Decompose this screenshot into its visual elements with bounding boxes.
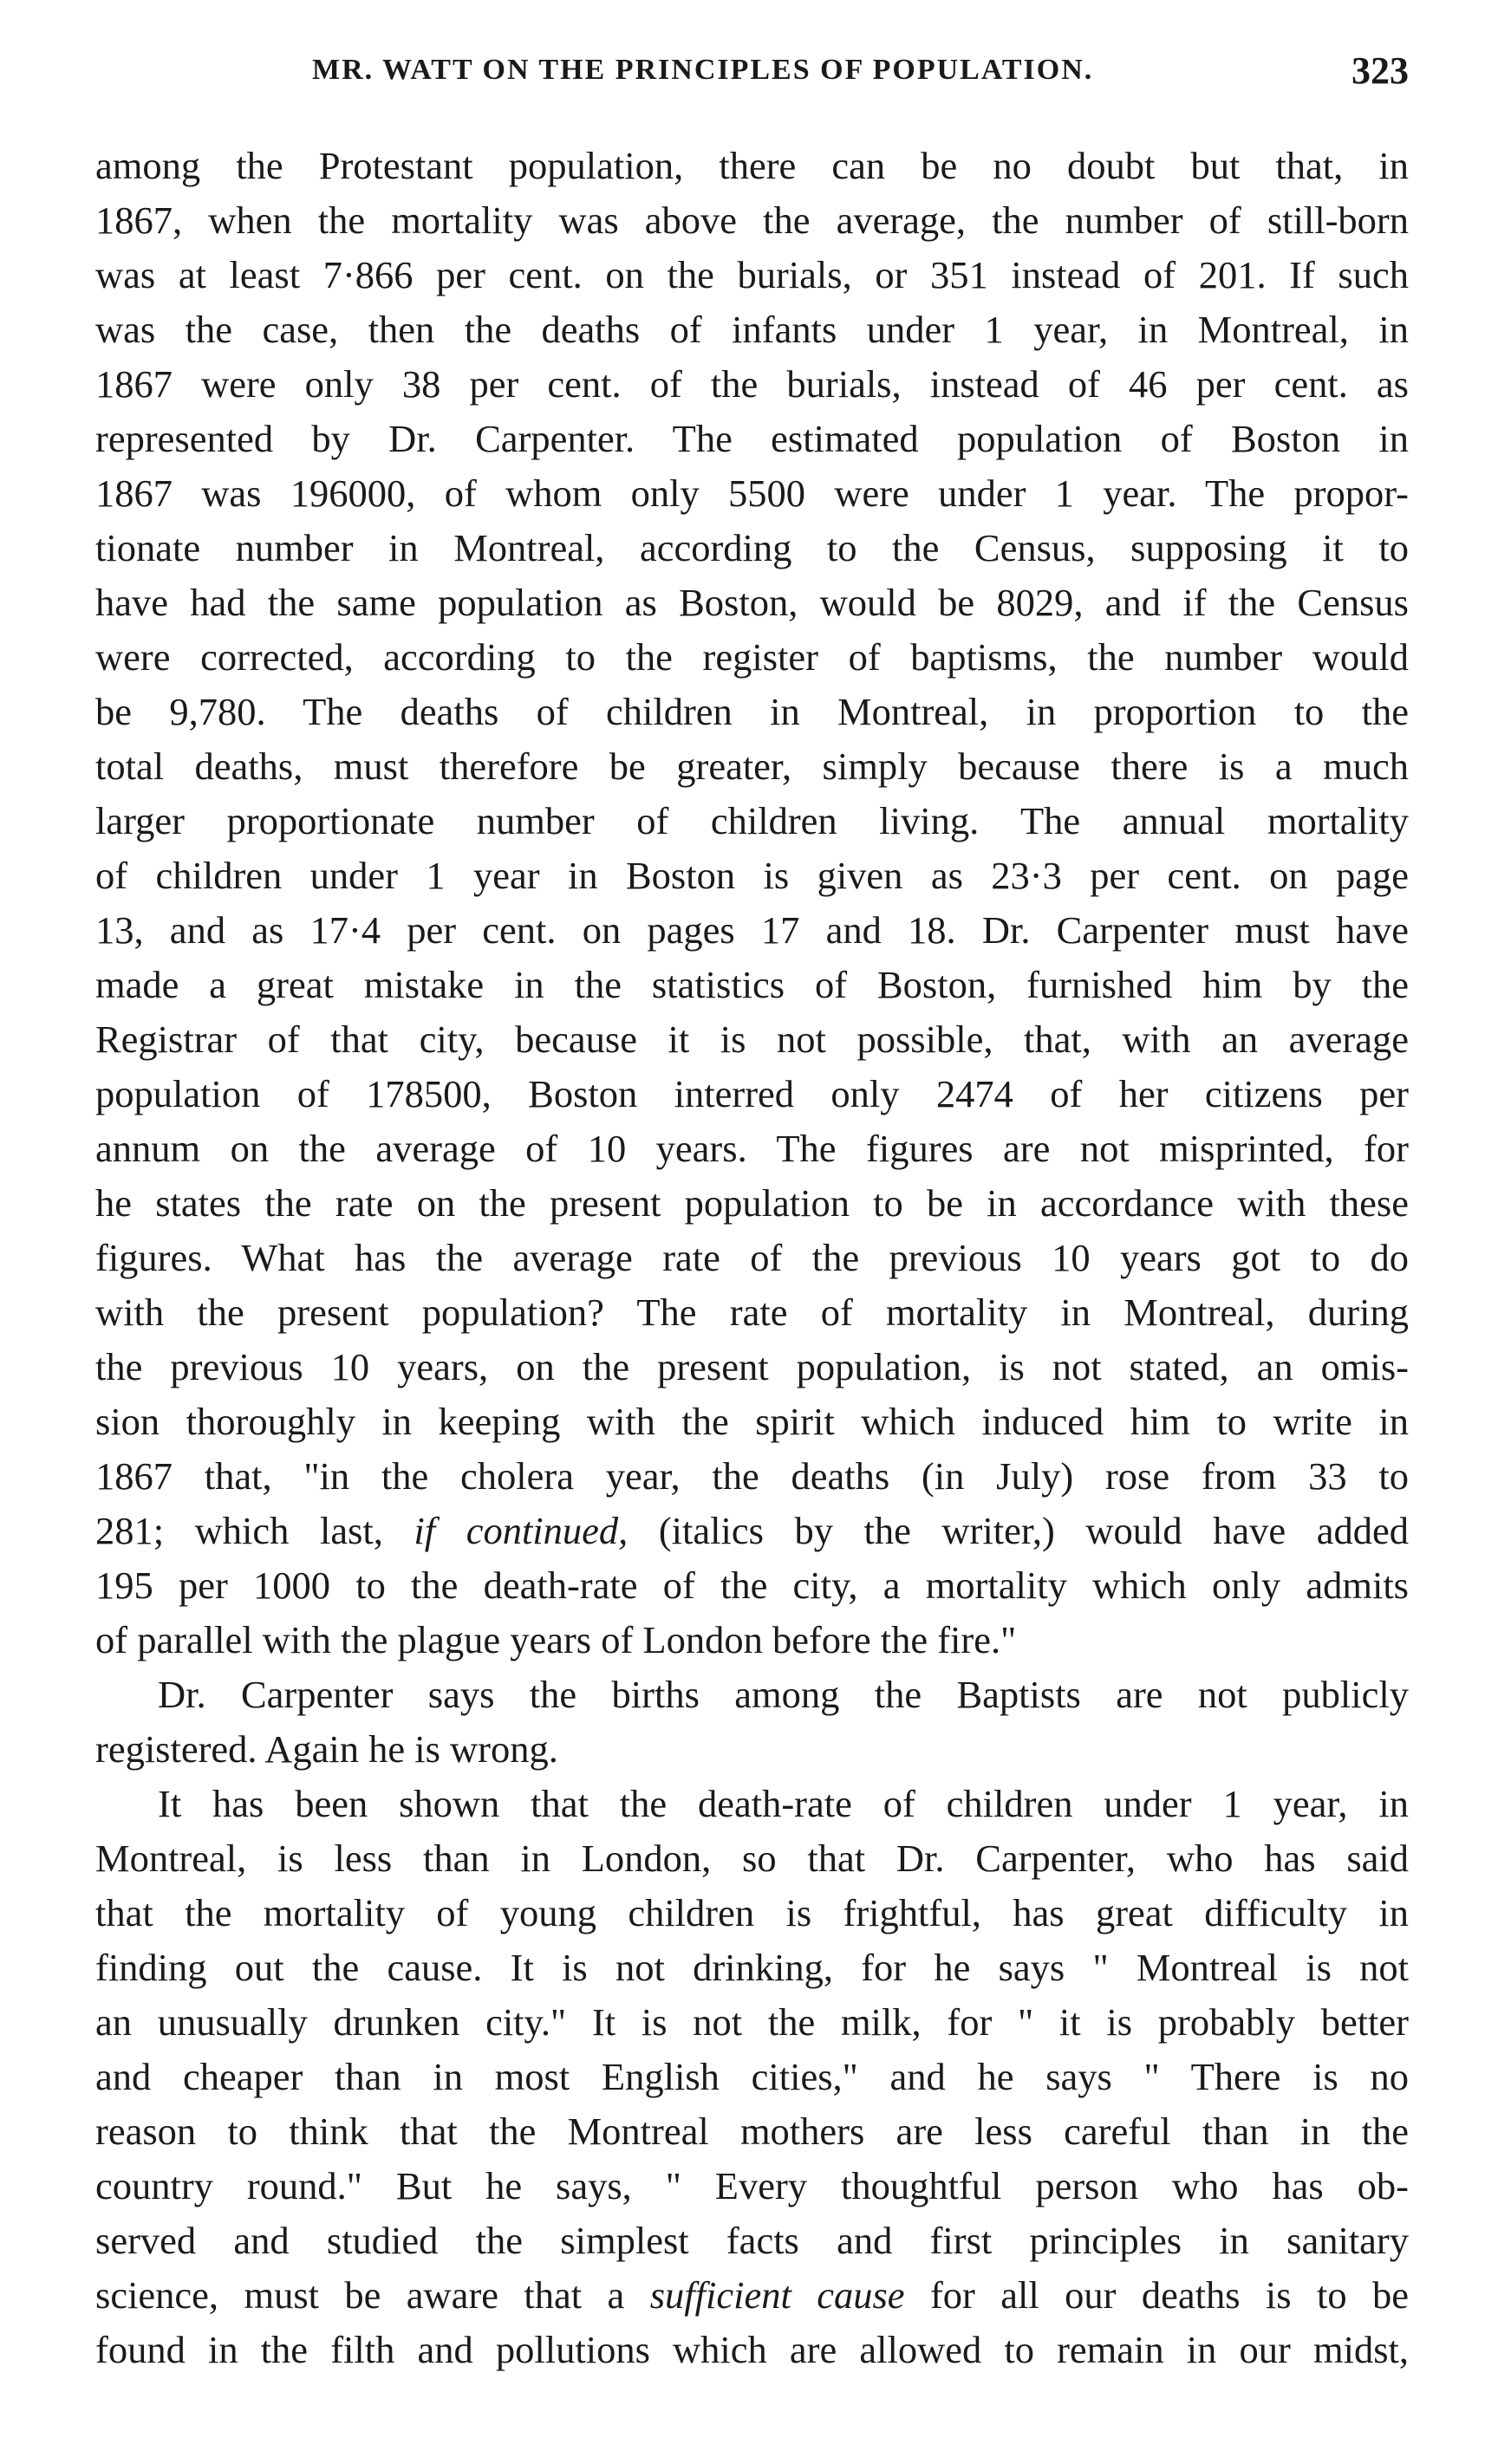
text-line: reason to think that the Montreal mothers are less careful than in the bbox=[95, 2110, 1409, 2153]
text-line-with-italic bbox=[95, 1504, 1409, 1558]
text-line-with-italic bbox=[95, 2268, 1409, 2323]
text-line: of children under 1 year in Boston is given as 23·3 per cent. on page bbox=[95, 854, 1409, 897]
paragraph-1 bbox=[95, 139, 1409, 1668]
text-line: registered. Again he is wrong. bbox=[95, 1727, 558, 1771]
text-line: 1867, when the mortality was above the average, the number of still-born bbox=[95, 198, 1409, 242]
text-line: Montreal, is less than in London, so that Dr. Carpenter, who has said bbox=[95, 1837, 1409, 1880]
paragraph-2 bbox=[95, 1668, 1409, 1777]
text-line: the previous 10 years, on the present population, is not stated, an omis- bbox=[95, 1345, 1409, 1388]
text-line: he states the rate on the present population to be in accordance with these bbox=[95, 1181, 1409, 1225]
text-line: be 9,780. The deaths of children in Montreal, in proportion to the bbox=[95, 690, 1409, 733]
text-line: larger proportionate number of children living. The annual mortality bbox=[95, 799, 1409, 842]
body-text bbox=[95, 139, 1409, 2377]
running-header bbox=[95, 49, 1409, 114]
text-line: tionate number in Montreal, according to the Census, supposing it to bbox=[95, 526, 1409, 569]
text-line: figures. What has the average rate of the previous 10 years got to do bbox=[95, 1236, 1409, 1279]
text-line: 1867 that, "in the cholera year, the deaths (in July) rose from 33 to bbox=[95, 1454, 1409, 1498]
text-line: represented by Dr. Carpenter. The estimated population of Boston in bbox=[95, 417, 1409, 460]
text-segment: (italics by the writer,) would have added bbox=[628, 1509, 1409, 1552]
text-line: of parallel with the plague years of London before the fire." bbox=[95, 1618, 1017, 1661]
text-line: and cheaper than in most English cities," and he says " There is no bbox=[95, 2055, 1409, 2098]
text-line: 1867 was 196000, of whom only 5500 were under 1 year. The propor- bbox=[95, 471, 1409, 515]
paragraph-3 bbox=[95, 1777, 1409, 2377]
text-line: served and studied the simplest facts and first principles in sanitary bbox=[95, 2219, 1409, 2262]
text-line: found in the filth and pollutions which are allowed to remain in our midst, bbox=[95, 2328, 1409, 2371]
text-line: was the case, then the deaths of infants under 1 year, in Montreal, in bbox=[95, 308, 1409, 351]
text-line: have had the same population as Boston, would be 8029, and if the Census bbox=[95, 581, 1409, 624]
text-line: that the mortality of young children is frightful, has great difficulty in bbox=[95, 1891, 1409, 1934]
text-line: 13, and as 17·4 per cent. on pages 17 and 18. Dr. Carpenter must have bbox=[95, 908, 1409, 952]
text-segment: science, must be aware that a bbox=[95, 2273, 625, 2317]
text-line: an unusually drunken city." It is not the milk, for " it is probably better bbox=[95, 2000, 1409, 2044]
text-line: was at least 7·866 per cent. on the burials, or 351 instead of 201. If such bbox=[95, 253, 1409, 296]
text-segment: for all our deaths is to be bbox=[904, 2273, 1410, 2317]
book-page bbox=[95, 49, 1410, 2377]
text-line: among the Protestant population, there can be no doubt but that, in bbox=[95, 144, 1409, 187]
italic-phrase: if continued, bbox=[414, 1509, 628, 1552]
text-line: made a great mistake in the statistics of Boston, furnished him by the bbox=[95, 963, 1409, 1006]
text-line: Dr. Carpenter says the births among the Baptists are not publicly bbox=[158, 1673, 1409, 1716]
text-segment: 281; which last, bbox=[95, 1509, 383, 1552]
text-line: It has been shown that the death-rate of children under 1 year, in bbox=[158, 1782, 1409, 1825]
text-line: sion thoroughly in keeping with the spirit which induced him to write in bbox=[95, 1400, 1409, 1443]
text-line: country round." But he says, " Every thoughtful person who has ob- bbox=[95, 2164, 1409, 2207]
text-line: 1867 were only 38 per cent. of the burials, instead of 46 per cent. as bbox=[95, 362, 1409, 406]
italic-phrase: sufficient cause bbox=[649, 2273, 905, 2317]
text-line: 195 per 1000 to the death-rate of the city, a mortality which only admits bbox=[95, 1564, 1409, 1607]
text-line: population of 178500, Boston interred only 2474 of her citizens per bbox=[95, 1072, 1409, 1115]
running-title: MR. WATT ON THE PRINCIPLES OF POPULATION. bbox=[312, 54, 1094, 86]
text-line: Registrar of that city, because it is not possible, that, with an average bbox=[95, 1017, 1409, 1061]
text-line: were corrected, according to the register of baptisms, the number would bbox=[95, 635, 1409, 679]
text-line: total deaths, must therefore be greater, simply because there is a much bbox=[95, 744, 1409, 788]
text-line: annum on the average of 10 years. The figures are not misprinted, for bbox=[95, 1127, 1409, 1170]
text-line: finding out the cause. It is not drinking, for he says " Montreal is not bbox=[95, 1946, 1409, 1989]
page-number: 323 bbox=[1351, 49, 1409, 92]
text-line: with the present population? The rate of mortality in Montreal, during bbox=[95, 1291, 1409, 1334]
